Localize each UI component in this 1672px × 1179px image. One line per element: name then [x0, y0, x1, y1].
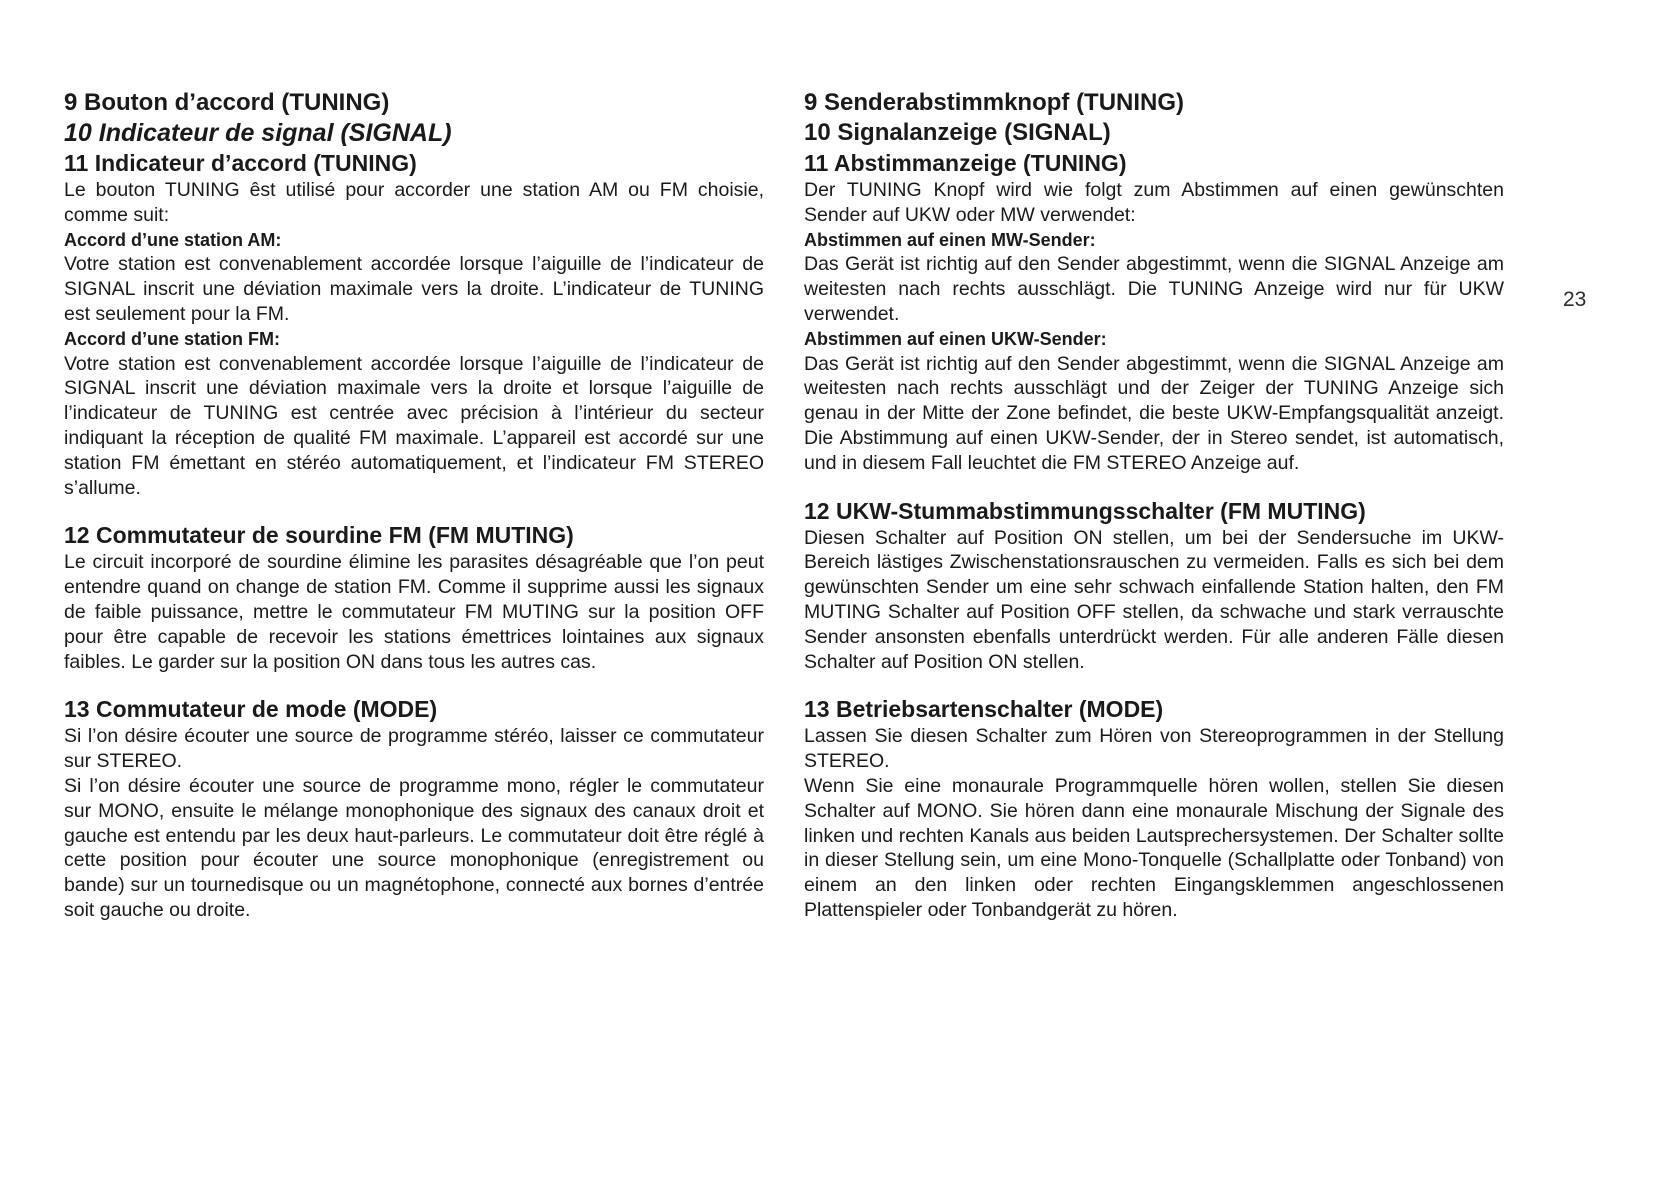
fr-heading-signal-indicator: 10 Indicateur de signal (SIGNAL): [64, 119, 452, 147]
de-heading-tuning-knob: 9 Senderabstimmknopf (TUNING): [804, 89, 1185, 116]
fr-section-fm-muting: [64, 520, 764, 674]
fr-heading-fm-muting: 12 Commutateur de sourdine FM (FM MUTING): [64, 522, 574, 549]
german-column: [804, 88, 1504, 923]
fr-fm-subheading: Accord d’une station FM:: [64, 328, 280, 349]
fr-mode-text-stereo: Si l’on désire écouter une source de programme stéréo, laisser ce commutateur sur STEREO.: [64, 725, 764, 773]
fr-heading-tuning-knob: 9 Bouton d’accord (TUNING): [64, 89, 390, 116]
de-mode-text-stereo: Lassen Sie diesen Schalter zum Hören von Stereoprogrammen in der Stellung STEREO.: [804, 725, 1504, 773]
fr-fm-text: Votre station est convenablement accordée lorsque l’aiguille de l’indicateur de SIGNAL inscrit une déviation maximale vers la droite et lorsque l’aiguille de l’indicateur de TUNING est centrée avec précision à l’intérieur du secteur indiquant la réception de qualité FM maximale. L’appareil est accordé sur une station FM émettant en stéréo automatiquement, et l’indicateur FM STEREO s’allume.: [64, 352, 764, 499]
de-heading-fm-muting: 12 UKW-Stummabstimmungsschalter (FM MUTING): [804, 497, 1366, 524]
de-section-mode: [804, 694, 1504, 922]
de-heading-signal-indicator: 10 Signalanzeige (SIGNAL): [804, 119, 1111, 146]
fr-am-text: Votre station est convenablement accordée lorsque l’aiguille de l’indicateur de SIGNAL inscrit une déviation maximale vers la droite. L’indicateur de TUNING est seulement pour la FM.: [64, 253, 764, 325]
de-section-fm-muting: [804, 496, 1504, 675]
page-number: 23: [1563, 288, 1587, 311]
de-tuning-intro: Der TUNING Knopf wird wie folgt zum Abstimmen auf einen gewünschten Sender auf UKW oder MW verwendet:: [804, 179, 1504, 226]
fr-am-subheading: Accord d’une station AM:: [64, 229, 282, 250]
fr-tuning-intro: Le bouton TUNING êst utilisé pour accorder une station AM ou FM choisie, comme suit:: [64, 179, 764, 226]
de-heading-mode: 13 Betriebsartenschalter (MODE): [804, 696, 1164, 723]
fr-section-mode: [64, 694, 764, 922]
de-muting-text: Diesen Schalter auf Position ON stellen, um bei der Sendersuche im UKW-Bereich lästiges Zwischenstationsrauschen zu vermeiden. Falls es sich bei dem gewünschten Sender um eine sehr schwach einfallende Station halten, den FM MUTING Schalter auf Position OFF stellen, da schwache und stark verrauschte Sender ansonsten ebenfalls unterdrückt werden. Für alle anderen Fälle diesen Schalter auf Position ON stellen.: [804, 526, 1504, 673]
de-mw-subheading: Abstimmen auf einen MW-Sender:: [804, 229, 1096, 250]
fr-mode-text-mono: Si l’on désire écouter une source de programme mono, régler le commutateur sur MONO, ensuite le mélange monophonique des signaux des canaux droit et gauche est entendu par les deux haut-parleurs. Le commutateur doit être réglé à cette position pour écouter une source monophonique (enregistrement ou bande) sur un tournedisque ou un magnétophone, connecté aux bornes d’entrée soit gauche ou droite.: [64, 774, 764, 921]
fr-muting-text: Le circuit incorporé de sourdine élimine les parasites désagréable que l’on peut entendre quand on change de station FM. Comme il supprime aussi les signaux de faible puissance, mettre le commutateur FM MUTING sur la position OFF pour être capable de recevoir les stations émettrices lointaines aux signaux faibles. Le garder sur la position ON dans tous les autres cas.: [64, 551, 764, 673]
de-mw-text: Das Gerät ist richtig auf den Sender abgestimmt, wenn die SIGNAL Anzeige am weitesten nach rechts ausschlägt. Die TUNING Anzeige wird nur für UKW verwendet.: [804, 253, 1504, 325]
de-ukw-text: Das Gerät ist richtig auf den Sender abgestimmt, wenn die SIGNAL Anzeige am weitesten nach rechts ausschlägt und der Zeiger der TUNING Anzeige sich genau in der Mitte der Zone befindet, die beste UKW-Empfangsqualität anzeigt. Die Abstimmung auf einen UKW-Sender, der in Stereo sendet, ist automatisch, und in diesem Fall leuchtet die FM STEREO Anzeige auf.: [804, 352, 1504, 474]
de-ukw-subheading: Abstimmen auf einen UKW-Sender:: [804, 328, 1107, 349]
fr-heading-tuning-indicator: 11 Indicateur d’accord (TUNING): [64, 150, 417, 176]
de-mode-text-mono: Wenn Sie eine monaurale Programmquelle hören wollen, stellen Sie diesen Schalter auf MONO. Sie hören dann eine monaurale Mischung der Signale des linken und rechten Kanals aus beiden Lautsprechersystemen. Der Schalter sollte in dieser Stellung sein, um eine Mono-Tonquelle (Schallplatte oder Tonband) von einem an den linken oder rechten Eingangsklemmen angeschlossenen Plattenspieler oder Tonbandgerät zu hören.: [804, 774, 1504, 921]
french-column: [64, 88, 764, 923]
de-heading-tuning-indicator: 11 Abstimmanzeige (TUNING): [804, 150, 1127, 176]
fr-heading-mode: 13 Commutateur de mode (MODE): [64, 696, 438, 723]
